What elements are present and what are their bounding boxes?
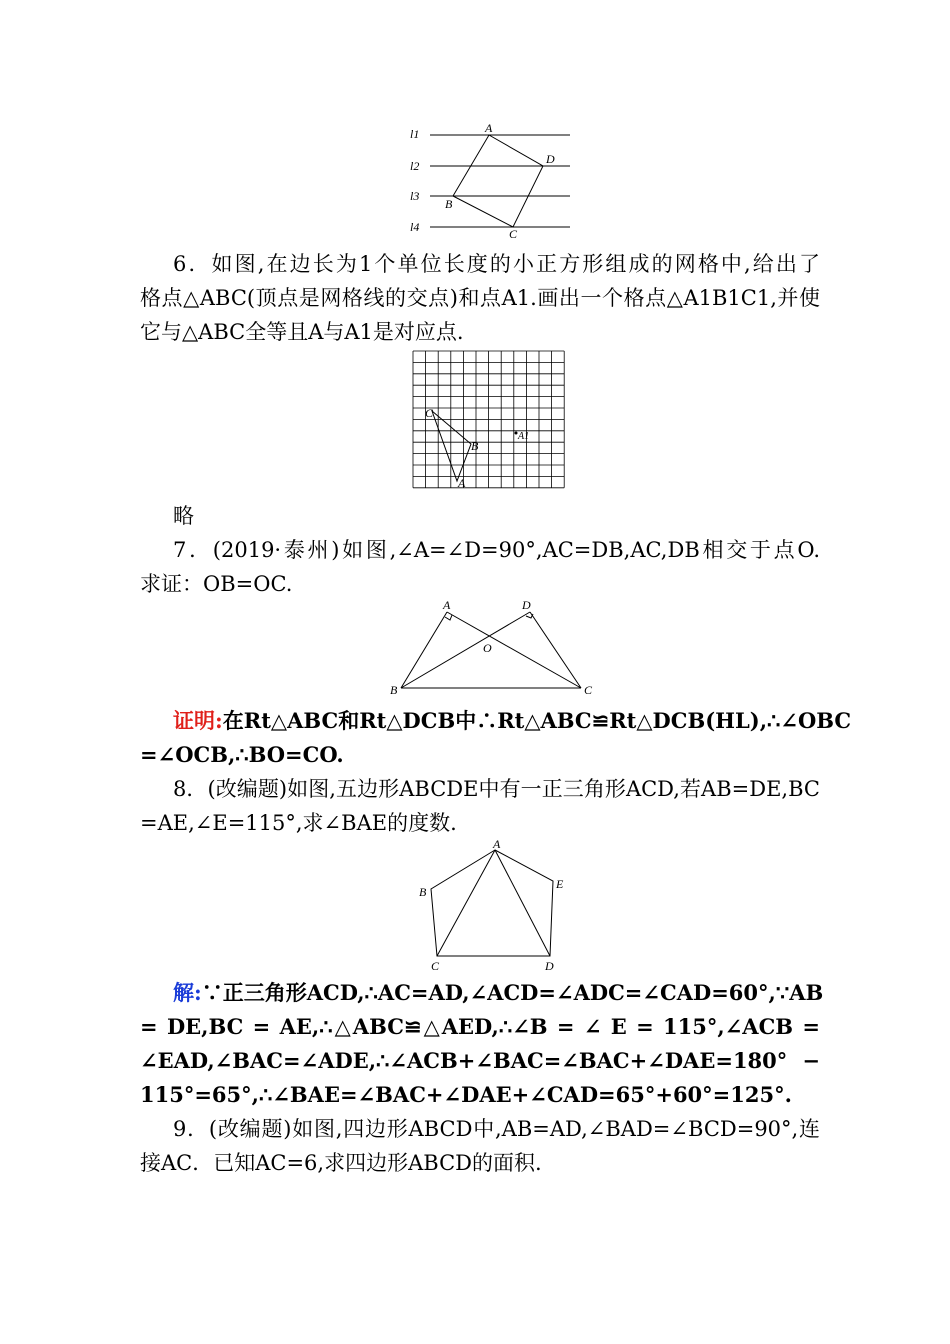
cross-label-c: C xyxy=(584,683,593,697)
grid-label-b: B xyxy=(471,439,479,453)
pent-label-c: C xyxy=(431,959,440,973)
cross-label-a: A xyxy=(443,598,451,612)
q8-solution-line-2: = DE,BC = AE,∴△ABC≌△AED,∴∠B = ∠ E = 115°,∠ACB = xyxy=(140,1014,820,1039)
grid-label-a: A xyxy=(458,476,466,490)
point-label-b: B xyxy=(445,197,453,211)
cross-label-o: O xyxy=(483,641,492,655)
solution-label: 解: xyxy=(173,980,202,1005)
crossing-triangles-figure xyxy=(385,595,600,700)
pent-label-e: E xyxy=(556,877,564,891)
cross-label-b: B xyxy=(390,683,398,697)
grid-label-c: C xyxy=(425,406,434,420)
q6-line-1: 6．如图,在边长为1个单位长度的小正方形组成的网格中,给出了 xyxy=(173,252,820,276)
q7-line-2: 求证：OB=OC. xyxy=(140,572,293,596)
line-label-l3: l3 xyxy=(410,189,420,203)
parallel-lines-figure xyxy=(405,120,580,242)
point-label-a: A xyxy=(485,121,493,135)
line-label-l4: l4 xyxy=(410,220,420,234)
point-label-d: D xyxy=(546,152,555,166)
point-label-c: C xyxy=(509,227,518,241)
q7-line-1: 7．(2019·泰州)如图,∠A=∠D=90°,AC=DB,AC,DB相交于点O. xyxy=(173,538,820,562)
q9-line-2: 接AC．已知AC=6,求四边形ABCD的面积. xyxy=(140,1151,542,1175)
q7-proof-line-1: 证明:在Rt△ABC和Rt△DCB中∴Rt△ABC≌Rt△DCB(HL),∴∠OBC xyxy=(173,708,852,733)
q7-proof-line-2: =∠OCB,∴BO=CO. xyxy=(140,742,344,767)
q8-line-1: 8．(改编题)如图,五边形ABCDE中有一正三角形ACD,若AB=DE,BC xyxy=(173,777,820,801)
grid-label-a1: A1 xyxy=(518,431,530,442)
pent-label-d: D xyxy=(545,959,554,973)
q6-line-3: 它与△ABC全等且A与A1是对应点. xyxy=(140,320,464,344)
line-label-l1: l1 xyxy=(410,127,420,141)
cross-label-d: D xyxy=(522,598,531,612)
q6-line-2: 格点△ABC(顶点是网格线的交点)和点A1.画出一个格点△A1B1C1,并使 xyxy=(140,286,820,310)
pentagon-figure xyxy=(412,838,577,973)
proof-label: 证明: xyxy=(173,708,223,733)
pent-label-b: B xyxy=(419,885,427,899)
q8-solution-line-4: 115°=65°,∴∠BAE=∠BAC+∠DAE+∠CAD=65°+60°=125°. xyxy=(140,1082,792,1107)
q8-solution-line-3: ∠EAD,∠BAC=∠ADE,∴∠ACB+∠BAC=∠BAC+∠DAE=180° − xyxy=(140,1048,820,1073)
q6-answer: 略 xyxy=(173,504,194,528)
pent-label-a: A xyxy=(493,838,501,851)
q8-solution-line-1: 解:∵正三角形ACD,∴AC=AD,∠ACD=∠ADC=∠CAD=60°,∵AB xyxy=(173,980,824,1005)
q8-line-2: =AE,∠E=115°,求∠BAE的度数. xyxy=(140,811,457,835)
q9-line-1: 9．(改编题)如图,四边形ABCD中,AB=AD,∠BAD=∠BCD=90°,连 xyxy=(173,1117,820,1141)
line-label-l2: l2 xyxy=(410,159,420,173)
grid-figure xyxy=(405,345,575,495)
